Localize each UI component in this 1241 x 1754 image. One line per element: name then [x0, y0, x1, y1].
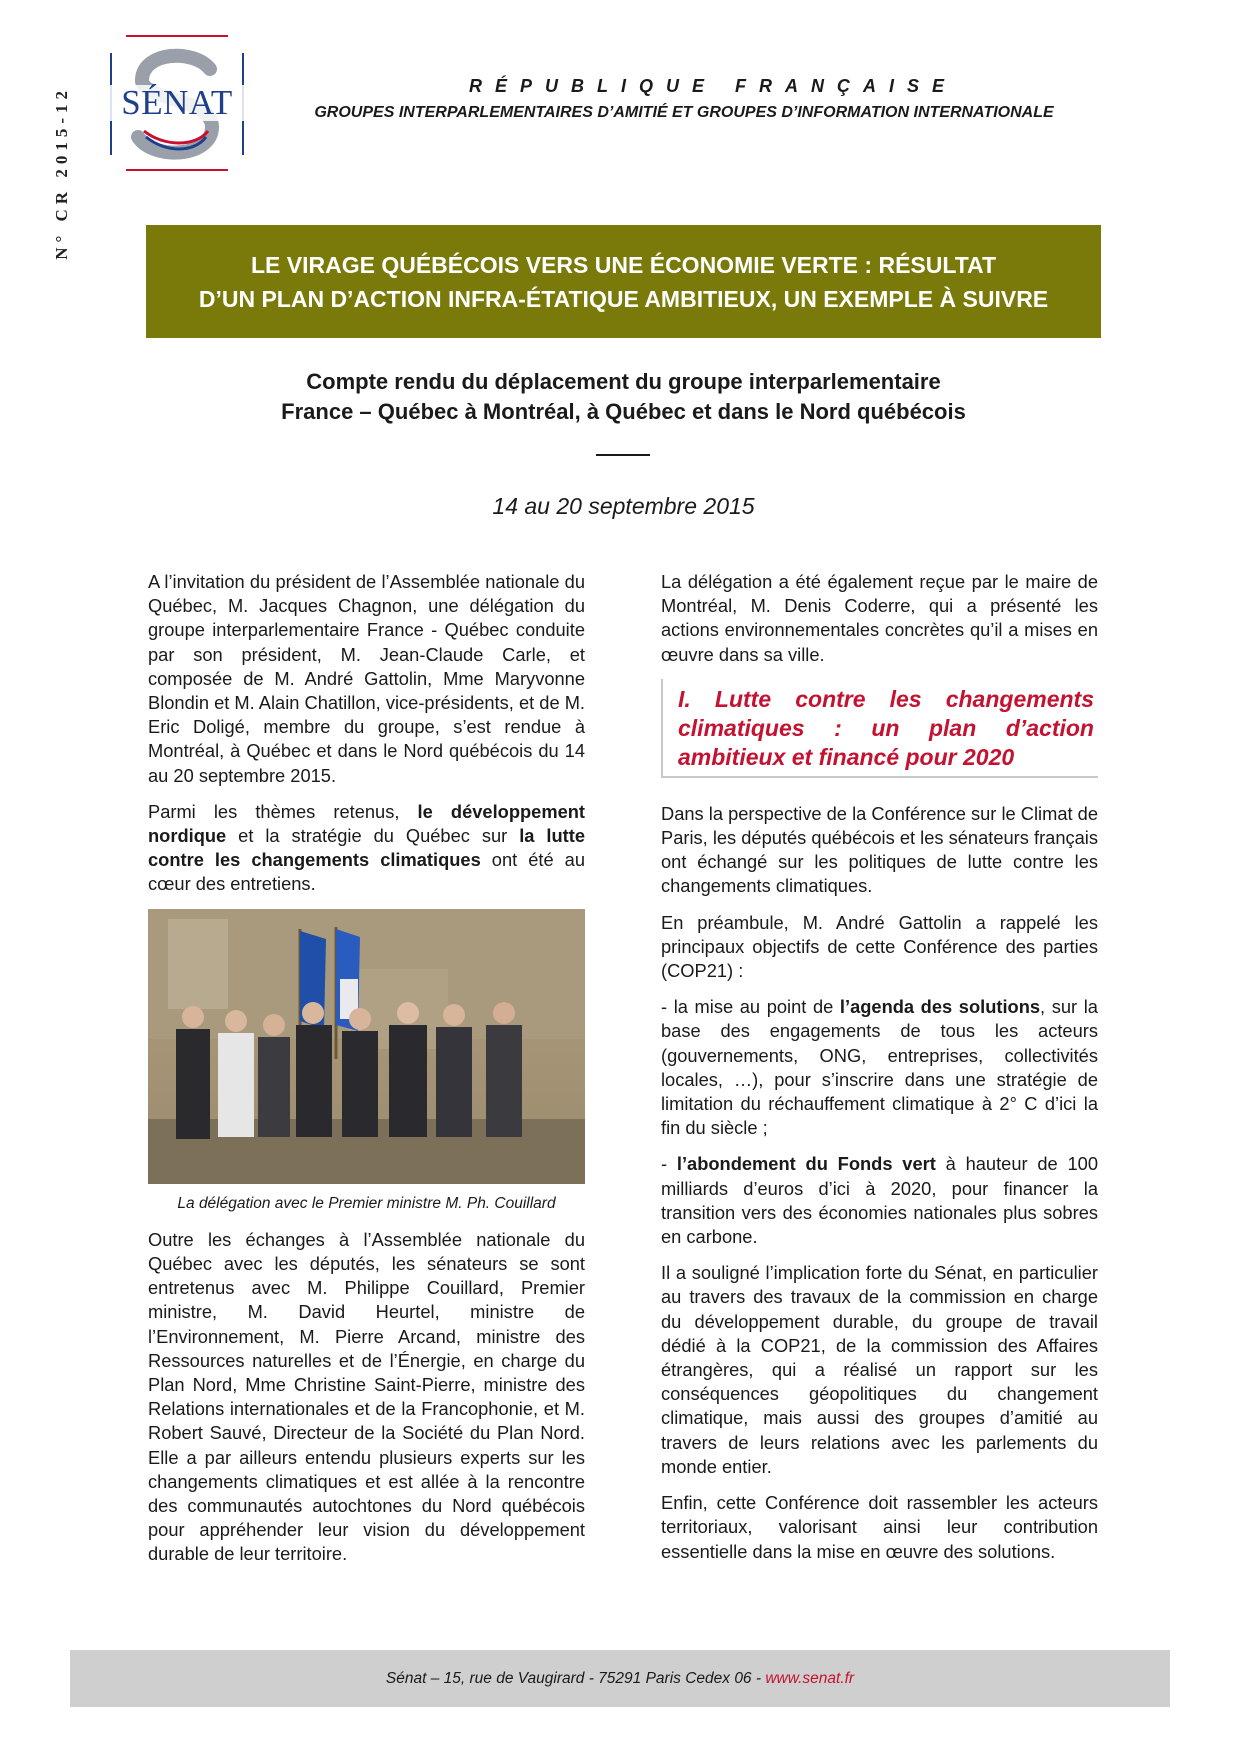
preamble-paragraph: En préambule, M. André Gattolin a rappelé les principaux objectifs de cette Conférence des parties (COP21) : [661, 911, 1098, 982]
subtitle-line-2: France – Québec à Montréal, à Québec et dans le Nord québécois [281, 399, 966, 424]
header-title: RÉPUBLIQUE FRANÇAISE [468, 76, 957, 96]
subtitle-line-1: Compte rendu du déplacement du groupe interparlementaire [306, 369, 941, 394]
delegation-photo-illustration [148, 909, 585, 1184]
footer-website-link[interactable]: www.senat.fr [765, 1669, 855, 1687]
report-date: 14 au 20 septembre 2015 [492, 493, 755, 519]
right-column [661, 570, 1098, 1576]
logo-wordmark: SÉNAT [108, 85, 246, 121]
bullet1-text-a: - la mise au point de [661, 996, 840, 1018]
themes-paragraph [148, 800, 585, 897]
bullet2-text-a: - [661, 1153, 677, 1175]
themes-text-c: ont été au cœur des entretiens. [148, 849, 586, 895]
senat-logo [108, 35, 246, 171]
photo-caption: La délégation avec le Premier ministre M. Ph. Couillard [177, 1194, 556, 1212]
section-heading-1: I. Lutte contre les changements climatiques : un plan d’action ambitieux et financé pour 2020 [661, 679, 1098, 778]
objective-green-fund [661, 1152, 1098, 1249]
bullet1-text-b: , sur la base des engagements de tous les acteurs (gouvernements, ONG, entreprises, collectivités locales, …), pour s’inscrire dans une stratégie de limitation du réchauffement climatique à 2° C d’ici la fin du siècle ; [661, 996, 1098, 1139]
bullet1-bold: l’agenda des solutions [839, 996, 1041, 1018]
banner-line-2: D’UN PLAN D’ACTION INFRA-ÉTATIQUE AMBITIEUX, UN EXEMPLE À SUIVRE [198, 285, 1049, 312]
page-footer [70, 1650, 1170, 1707]
left-column [148, 570, 585, 1579]
bullet2-bold: l’abondement du Fonds vert [676, 1153, 936, 1175]
report-subtitle [146, 367, 1101, 427]
header-subtitle: GROUPES INTERPARLEMENTAIRES D’AMITIÉ ET GROUPES D’INFORMATION INTERNATIONALE [314, 104, 1054, 121]
objective-solutions-agenda [661, 995, 1098, 1140]
themes-bold-a: le développement nordique [148, 800, 585, 847]
delegation-photo [148, 909, 585, 1184]
themes-text-a: Parmi les thèmes retenus, [148, 800, 418, 822]
cop21-context-paragraph: Dans la perspective de la Conférence sur le Climat de Paris, les députés québécois et les sénateurs français ont échangé sur les politiques de lutte contre les changements climatiques. [661, 802, 1098, 897]
logo-red-rule-bottom [126, 169, 228, 171]
themes-bold-b: la lutte contre les changements climatiques [148, 825, 586, 871]
title-banner [146, 225, 1101, 338]
intro-paragraph: A l’invitation du président de l’Assemblée nationale du Québec, M. Jacques Chagnon, une délégation du groupe interparlementaire France - Québec conduite par son président, M. Jean-Claude Carle, et composée de M. André Gattolin, Mme Maryvonne Blondin et M. Alain Chatillon, vice-présidents, et de M. Eric Doligé, membre du groupe, s’est rendue à Montréal, à Québec et dans le Nord québécois du 14 au 20 septembre 2015. [148, 571, 585, 786]
senate-involvement-paragraph: Il a souligné l’implication forte du Sénat, en particulier au travers des travaux de la commission en charge du développement durable, du groupe de travail dédié à la COP21, de la commission des Affaires étrangères, qui a réalisé un rapport sur les conséquences géopolitiques du changement climatique, mais aussi des groupes d’amitié au travers de leurs relations avec les parlements du monde entier. [661, 1262, 1098, 1477]
conclusion-paragraph: Enfin, cette Conférence doit rassembler les acteurs territoriaux, valorisant ainsi leur contribution essentielle dans la mise en œuvre des solutions. [661, 1492, 1098, 1562]
bullet2-text-b: à hauteur de 100 milliards d’euros d’ici à 2020, pour financer la transition vers des économies nationales plus sobres en carbone. [661, 1153, 1099, 1248]
themes-text-b: et la stratégie du Québec sur [226, 825, 520, 847]
footer-address: Sénat – 15, rue de Vaugirard - 75291 Paris Cedex 06 - [385, 1669, 762, 1687]
title-divider [596, 454, 650, 456]
meetings-paragraph: Outre les échanges à l’Assemblée nationale du Québec avec les députés, les sénateurs se sont entretenus avec M. Philippe Couillard, Premier ministre, M. David Heurtel, ministre de l’Environnement, M. Pierre Arcand, ministre des Ressources naturelles et de l’Énergie, en charge du Plan Nord, Mme Christine Saint-Pierre, ministre des Relations internationales et de la Francophonie, et M. Robert Sauvé, Directeur de la Société du Plan Nord. Elle a par ailleurs entendu plusieurs experts sur les changements climatiques et est allée à la rencontre des communautés autochtones du Nord québécois pour appréhender leur vision du développement durable de leur territoire. [148, 1228, 585, 1565]
banner-line-1: LE VIRAGE QUÉBÉCOIS VERS UNE ÉCONOMIE VERTE : RÉSULTAT [250, 251, 997, 278]
document-reference: N° CR 2015-12 [52, 86, 71, 260]
mayor-paragraph: La délégation a été également reçue par le maire de Montréal, M. Denis Coderre, qui a présenté les actions environnementales concrètes qu’il a mises en œuvre dans sa ville. [661, 571, 1098, 665]
